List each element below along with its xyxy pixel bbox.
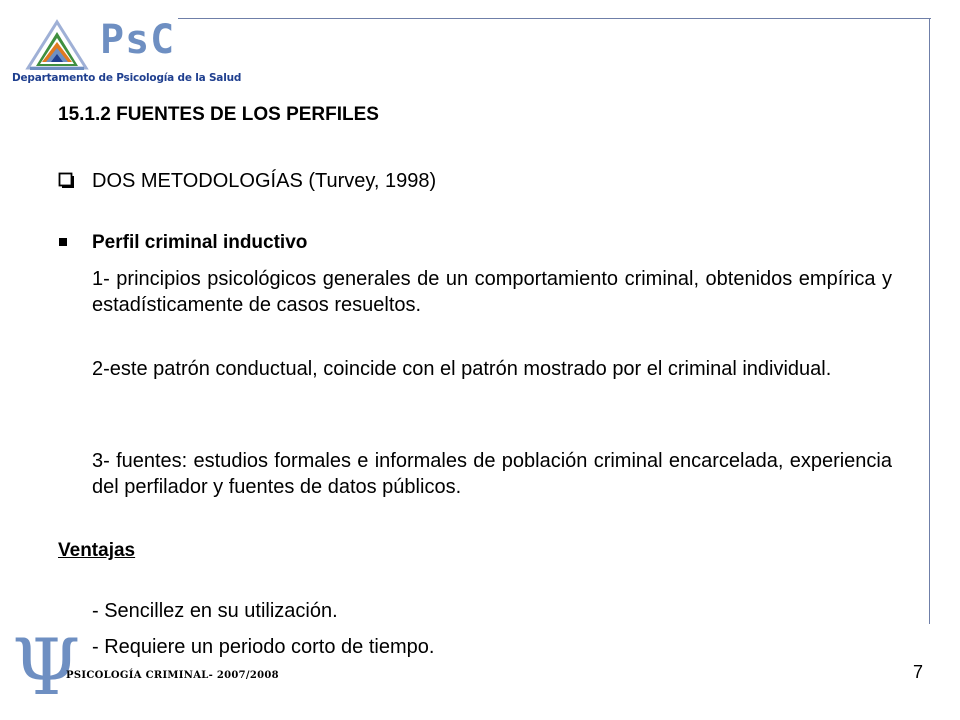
psi-icon: Ψ (12, 623, 81, 713)
advantage-1: - Sencillez en su utilización. (92, 600, 338, 622)
department-name: Departamento de Psicología de la Salud (12, 72, 242, 84)
point-3: 3- fuentes: estudios formales e informales de población criminal encarcelada, experiencia del perfilador y fuentes de datos públicos. (92, 450, 892, 498)
top-border-line (178, 18, 931, 19)
advantage-2: - Requiere un periodo corto de tiempo. (92, 636, 435, 658)
department-logo (8, 12, 242, 92)
advantages-heading: Ventajas (58, 540, 136, 561)
point-1: 1- principios psicológicos generales de un comportamiento criminal, obtenidos empírica y estadísticamente de casos resueltos. (92, 268, 892, 316)
hollow-square-icon (58, 170, 92, 193)
footer-course: PSICOLOGÍA CRIMINAL- 2007/2008 (66, 670, 279, 681)
page-number: 7 (913, 662, 924, 682)
methodologies-bullet (58, 170, 436, 193)
inductive-heading: Perfil criminal inductivo (92, 232, 308, 253)
logo-wordmark: PsC (100, 17, 176, 63)
right-border-line (929, 18, 930, 624)
inductive-bullet (58, 232, 307, 254)
psc-triangle-logo-icon (22, 16, 92, 72)
section-title: 15.1.2 FUENTES DE LOS PERFILES (58, 104, 379, 125)
point-2: 2-este patrón conductual, coincide con el patrón mostrado por el criminal individual. (92, 358, 832, 380)
filled-square-icon (58, 232, 92, 254)
methodologies-text: DOS METODOLOGÍAS (Turvey, 1998) (92, 170, 437, 192)
